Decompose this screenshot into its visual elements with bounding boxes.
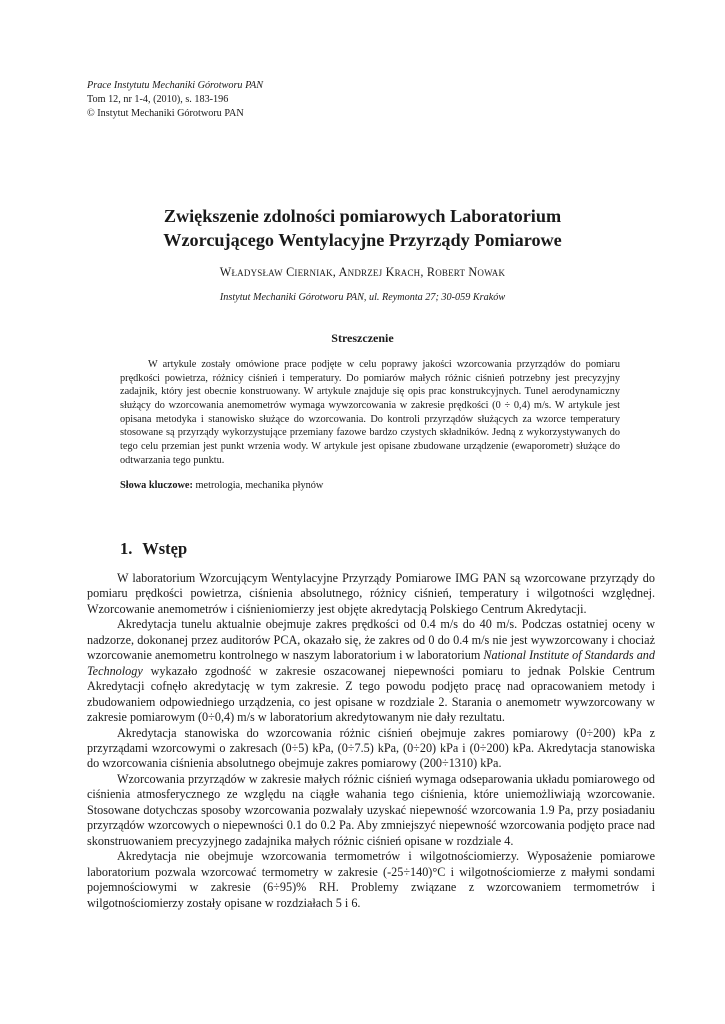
journal-name: Prace Instytutu Mechaniki Górotworu PAN bbox=[87, 80, 263, 91]
keywords-value: metrologia, mechanika płynów bbox=[195, 480, 324, 491]
author-list: Władysław Cierniak, Andrzej Krach, Robert Nowak bbox=[219, 265, 506, 279]
paper-title-line-1: Zwiększenie zdolności pomiarowych Laboratorium bbox=[163, 206, 562, 226]
journal-copyright: © Instytut Mechaniki Górotworu PAN bbox=[87, 108, 244, 119]
paragraph-3: Akredytacja stanowiska do wzorcowania różnic ciśnień obejmuje zakres pomiarowy (0÷200) kPa z przyrządami wzorcowymi o zakresach (0÷5) kPa, (0÷7.5) kPa, (0÷20) kPa i (0÷200) kPa. Akredytacja stanowiska do wzorcowania ciśnienia absolutnego obejmuje zakres pomiarowy (200÷1310) kPa. bbox=[87, 725, 655, 771]
author-affiliation: Instytut Mechaniki Górotworu PAN, ul. Reymonta 27; 30-059 Kraków bbox=[219, 292, 506, 303]
paragraph-4: Wzorcowania przyrządów w zakresie małych różnic ciśnień wymaga odseparowania układu pomiarowego od ciśnienia atmosferycznego ze względu na ciągłe wahania tego ciśnienia, które uniemożliwiają wzorcowanie. Stosowane dotychczas sposoby wzorcowania pozwalały uzyskać niepewność wzorcowania 1.9 Pa, przy posiadaniu przyrządów wzorcowych o niepewności 0.1 do 0.2 Pa. Aby zmniejszyć niepewność wzorcowania podjęto prace nad skonstruowaniem precyzyjnego zadajnika małych różnic ciśnień opisane w rozdziale 4. bbox=[87, 771, 655, 848]
paragraph-2-part-1: Akredytacja tunelu aktualnie obejmuje zakres prędkości od 0.4 m/s do 40 m/s. Podczas ostatniej oceny w nadzorze, dokonanej przez auditorów PCA, okazało się, że zakres od 0 do 0.4 m/s nie jest wywzorcowany i chociaż wzorcowanie anemometru kontrolnego w naszym laboratorium i w laboratorium bbox=[87, 617, 655, 663]
section-title: Wstęp bbox=[142, 539, 188, 558]
body-text bbox=[87, 571, 655, 911]
journal-volume: Tom 12, nr 1-4, (2010), s. 183-196 bbox=[87, 94, 229, 105]
section-heading bbox=[120, 539, 187, 559]
paragraph-5: Akredytacja nie obejmuje wzorcowania termometrów i wilgotnościomierzy. Wyposażenie pomiarowe laboratorium pozwala wzorcować termometry w zakresie (-25÷140)°C i wilgotnościomierze z małymi sondami pojemnościowymi w zakresie (6÷95)% RH. Problemy związane z wzorcowaniem termometrów i wilgotnościomierzy zostały opisane w rozdziałach 5 i 6. bbox=[87, 849, 655, 910]
section-number: 1. bbox=[120, 539, 133, 558]
paragraph-2 bbox=[87, 617, 655, 725]
paper-title-line-2: Wzorcującego Wentylacyjne Przyrządy Pomiarowe bbox=[163, 230, 562, 250]
paper-title bbox=[60, 204, 665, 252]
institution-name: National Institute of Standards and Technology bbox=[87, 648, 655, 678]
keywords bbox=[120, 480, 323, 491]
abstract-heading: Streszczenie bbox=[331, 331, 394, 345]
keywords-label: Słowa kluczowe: bbox=[120, 480, 193, 491]
journal-header bbox=[87, 79, 263, 121]
paragraph-2-part-2: wykazało zgodność w zakresie oszacowanej niepewności pomiaru to jednak Polskie Centrum Akredytacji cofnęło akredytację w tym zakresie. Z tego powodu podjęto pracę nad opracowaniem metody i zbudowaniem odpowiedniego urządzenia, co jest opisane w rozdziale 2. Starania o anemometr wywzorcowany w zakresie pomiarowym (0÷0,4) m/s w laboratorium akredytowanym nie dały rezultatu. bbox=[87, 663, 655, 725]
paragraph-1: W laboratorium Wzorcującym Wentylacyjne Przyrządy Pomiarowe IMG PAN są wzorcowane przyrządy do pomiaru prędkości powietrza, ciśnienia absolutnego, różnicy ciśnień, temperatury i wilgotności względnej. Wzorcowanie anemometrów i ciśnieniomierzy jest objęte akredytacją Polskiego Centrum Akredytacji. bbox=[87, 571, 655, 616]
abstract-text: W artykule zostały omówione prace podjęte w celu poprawy jakości wzorcowania przyrządów do pomiaru prędkości powietrza, różnicy ciśnień i temperatury. Do pomiarów małych różnic ciśnień potrzebny jest precyzyjny zadajnik, który jest obecnie konstruowany. W artykule znajduje się opis prac konstrukcyjnych. Tunel aerodynamiczny służący do wzorcowania anemometrów wymaga wywzorcowania w zakresie prędkości (0 ÷ 0,4) m/s. W artykule jest opisana metodyka i stanowisko służące do wzorcowania. Do kontroli przyrządów służących za wzorce temperatury stosowane są przyrządy wykorzystujące przemiany fazowe bardzo czystych składników. Jedną z wykorzystywanych do tego celu przemian jest punkt wrzenia wody. W artykule jest opisane zbudowane urządzenie (ewaporometr) służące do odtwarzania tego punktu. bbox=[120, 359, 620, 466]
